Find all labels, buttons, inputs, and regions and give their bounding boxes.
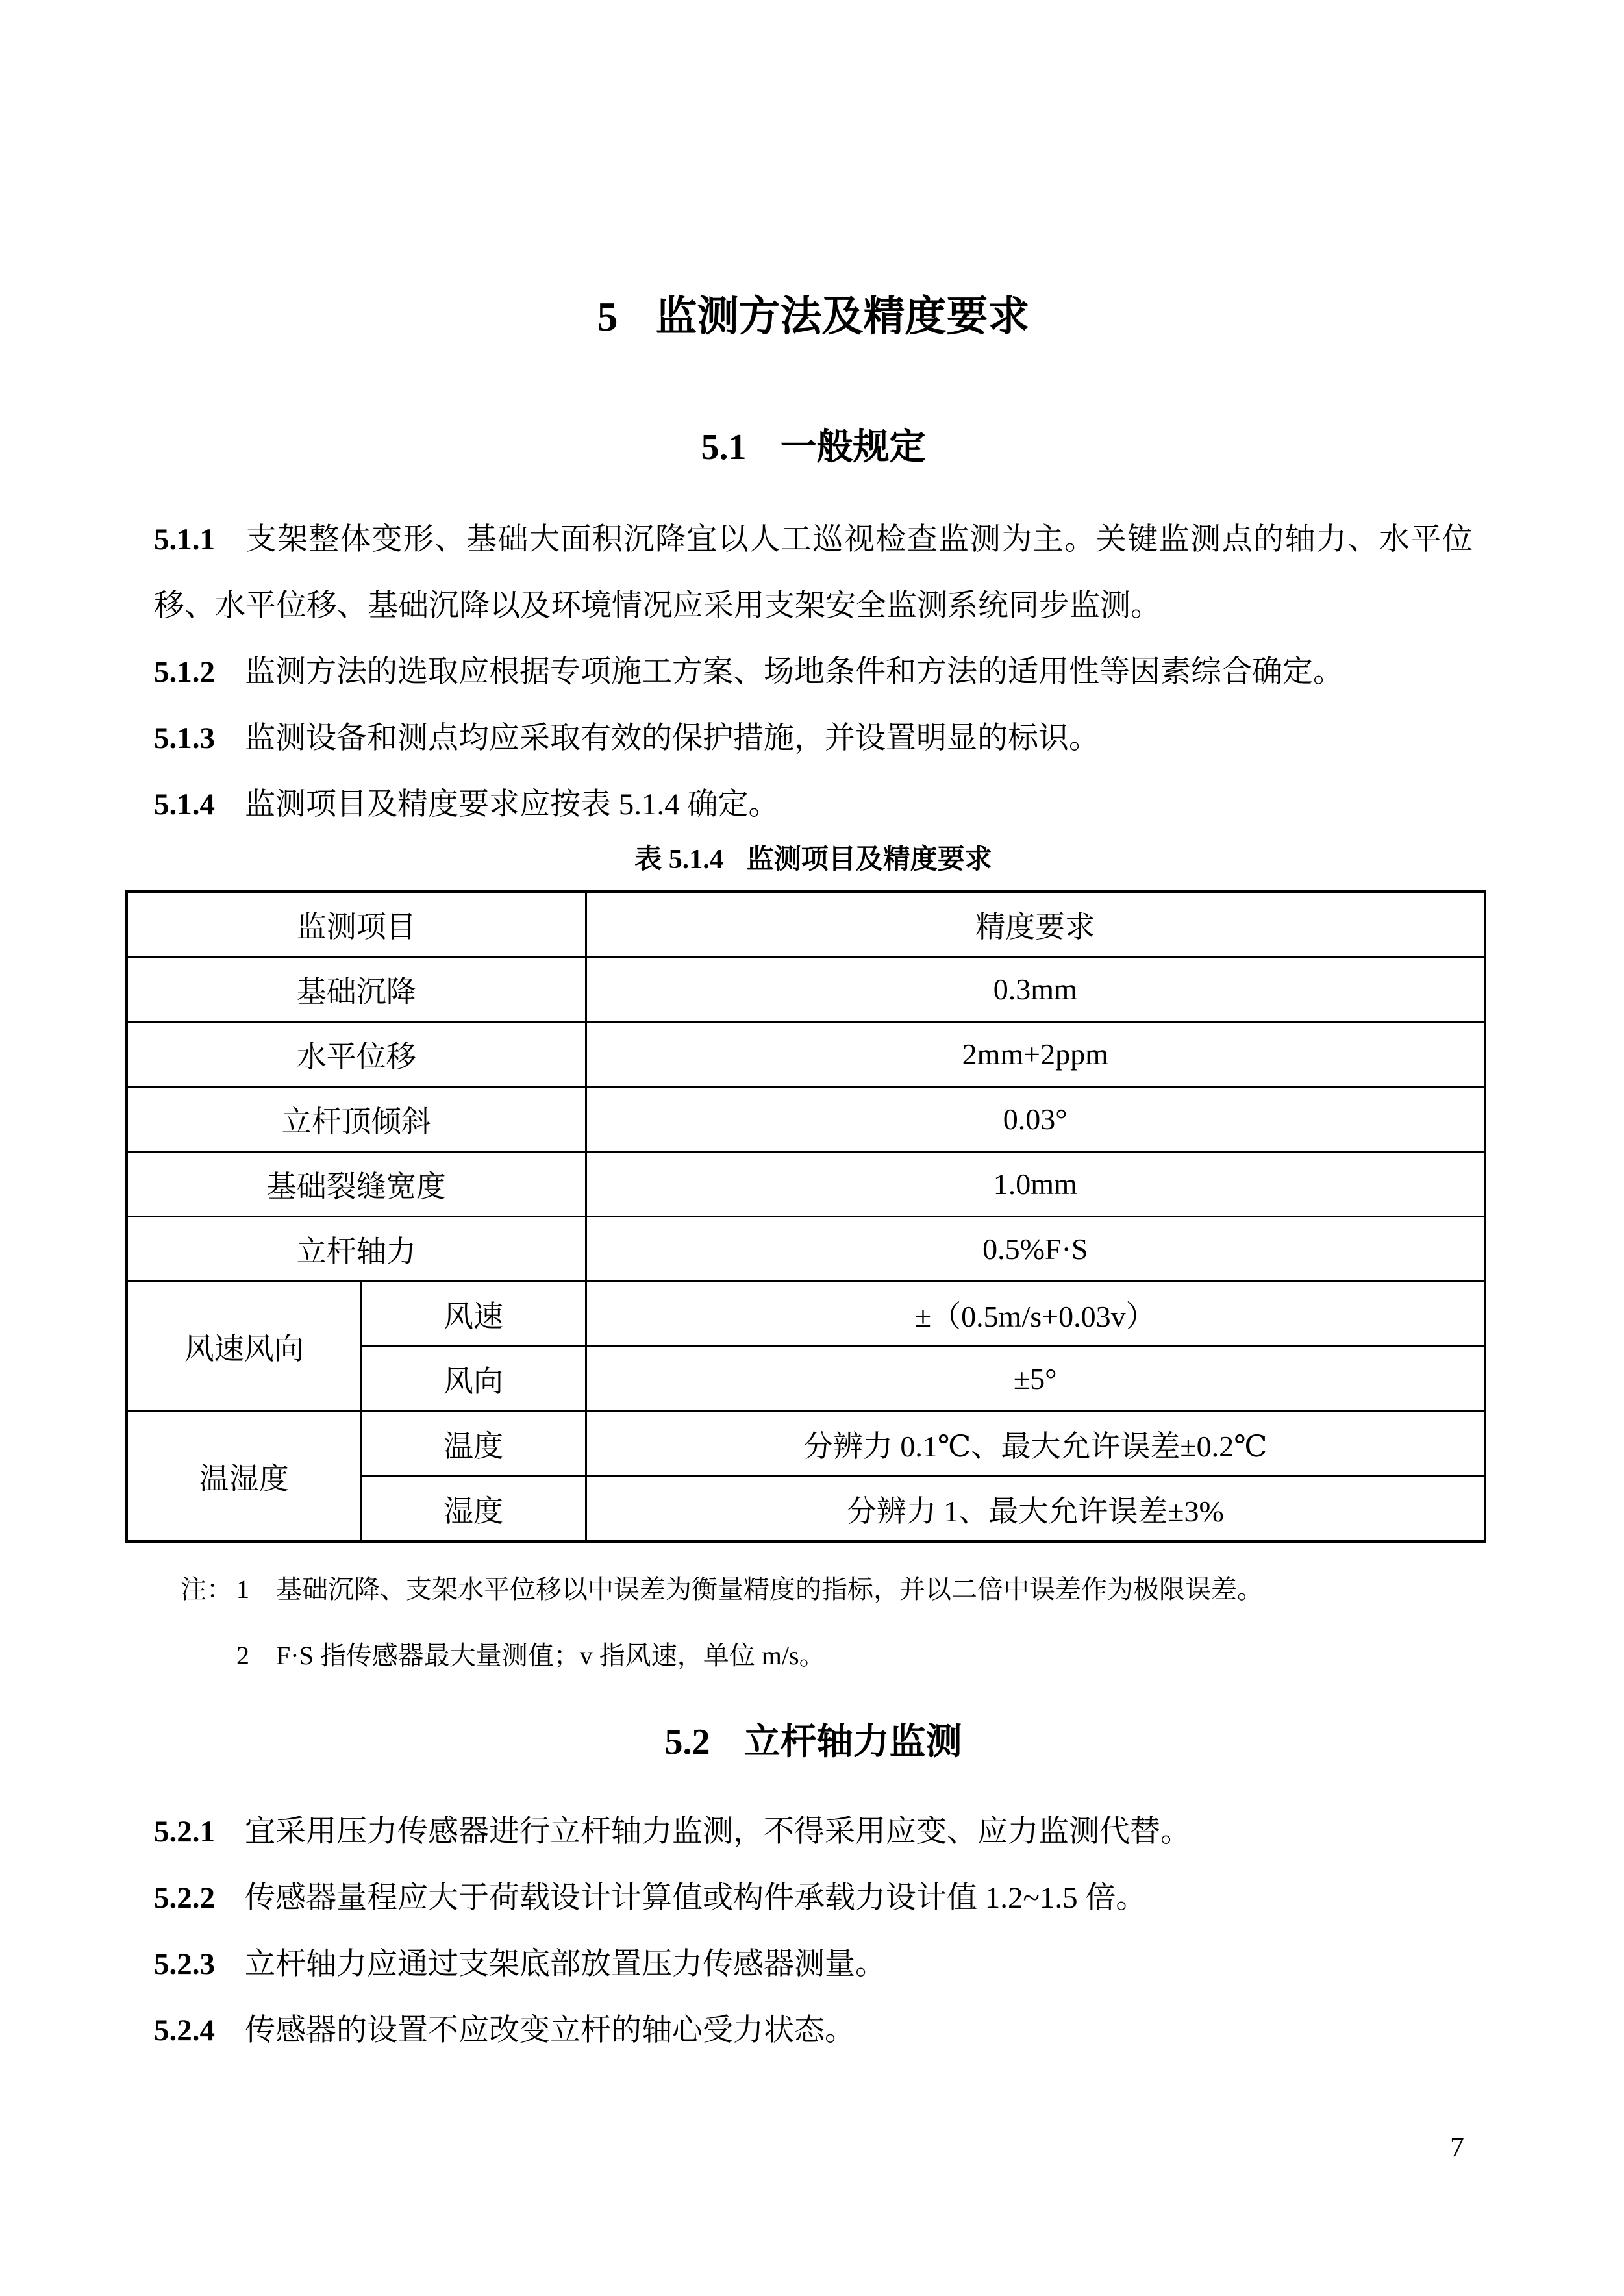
table-cell-req: 0.03° <box>586 1087 1485 1152</box>
clause-number: 5.1.3 <box>154 721 215 755</box>
paragraph-5-1-3 <box>154 705 1473 771</box>
table-note-2 <box>181 1638 1473 1674</box>
table-caption <box>154 843 1473 877</box>
section-5-2-body <box>154 1799 1473 2064</box>
paragraph-5-2-1 <box>154 1799 1473 1865</box>
table-cell-req: 分辨力 0.1℃、最大允许误差±0.2℃ <box>586 1412 1485 1477</box>
paragraph-5-2-4 <box>154 1997 1473 2064</box>
table-cell-group: 风速风向 <box>127 1282 361 1412</box>
paragraph-5-1-2 <box>154 639 1473 705</box>
table-cell-item: 立杆顶倾斜 <box>127 1087 586 1152</box>
table-header-row <box>127 892 1485 957</box>
clause-text: 监测方法的选取应根据专项施工方案、场地条件和方法的适用性等因素综合确定。 <box>245 655 1343 689</box>
paragraph-5-2-2 <box>154 1865 1473 1931</box>
clause-text: 传感器量程应大于荷载设计计算值或构件承载力设计值 1.2~1.5 倍。 <box>245 1881 1147 1915</box>
table-header-req: 精度要求 <box>586 892 1485 957</box>
table-cell-req: 分辨力 1、最大允许误差±3% <box>586 1477 1485 1542</box>
table-cell-subitem: 温度 <box>361 1412 586 1477</box>
paragraph-5-1-4 <box>154 771 1473 838</box>
paragraph-5-2-3 <box>154 1931 1473 1997</box>
section-title-text: 一般规定 <box>780 427 926 468</box>
table-cell-req: 1.0mm <box>586 1152 1485 1217</box>
table-cell-subitem: 风向 <box>361 1347 586 1412</box>
table-cell-req: 2mm+2ppm <box>586 1022 1485 1087</box>
table-row <box>127 1217 1485 1282</box>
table-row <box>127 1087 1485 1152</box>
table-caption-number: 表 5.1.4 <box>634 845 723 875</box>
table-cell-group: 温湿度 <box>127 1412 361 1542</box>
section-number: 5.2 <box>664 1722 710 1762</box>
page-number: 7 <box>1450 2131 1464 2163</box>
table-cell-req: 0.5%F·S <box>586 1217 1485 1282</box>
note-number: 1 <box>236 1575 249 1604</box>
table-row <box>127 1412 1485 1477</box>
table-row <box>127 1152 1485 1217</box>
table-cell-req: 0.3mm <box>586 957 1485 1022</box>
table-cell-item: 基础沉降 <box>127 957 586 1022</box>
precision-requirements-table <box>125 890 1486 1543</box>
table-notes <box>181 1571 1473 1674</box>
chapter-number: 5 <box>597 293 618 340</box>
clause-text: 立杆轴力应通过支架底部放置压力传感器测量。 <box>245 1947 886 1981</box>
clause-text: 宜采用压力传感器进行立杆轴力监测，不得采用应变、应力监测代替。 <box>245 1815 1191 1849</box>
clause-number: 5.2.1 <box>154 1815 215 1849</box>
clause-text: 支架整体变形、基础大面积沉降宜以人工巡视检查监测为主。关键监测点的轴力、水平位移、水平位移、基础沉降以及环境情况应采用支架安全监测系统同步监测。 <box>154 523 1473 623</box>
table-cell-req: ±（0.5m/s+0.03v） <box>586 1282 1485 1347</box>
table-row <box>127 1282 1485 1347</box>
table-cell-item: 水平位移 <box>127 1022 586 1087</box>
clause-number: 5.1.2 <box>154 655 215 689</box>
paragraph-5-1-1 <box>154 506 1473 639</box>
table-row <box>127 1022 1485 1087</box>
chapter-title <box>154 0 1473 340</box>
note-number: 2 <box>236 1641 249 1670</box>
section-heading-5-1 <box>154 427 1473 468</box>
table-cell-subitem: 湿度 <box>361 1477 586 1542</box>
clause-text: 监测项目及精度要求应按表 5.1.4 确定。 <box>245 788 779 821</box>
note-label: 注： <box>181 1575 232 1604</box>
clause-number: 5.1.4 <box>154 788 215 821</box>
note-text: 基础沉降、支架水平位移以中误差为衡量精度的指标，并以二倍中误差作为极限误差。 <box>276 1575 1263 1604</box>
clause-number: 5.2.2 <box>154 1881 215 1915</box>
table-header-item: 监测项目 <box>127 892 586 957</box>
clause-number: 5.1.1 <box>154 523 215 556</box>
table-cell-subitem: 风速 <box>361 1282 586 1347</box>
section-number: 5.1 <box>701 427 747 468</box>
table-caption-title: 监测项目及精度要求 <box>746 845 992 875</box>
table-row <box>127 957 1485 1022</box>
table-cell-item: 基础裂缝宽度 <box>127 1152 586 1217</box>
clause-text: 传感器的设置不应改变立杆的轴心受力状态。 <box>245 2014 855 2047</box>
clause-number: 5.2.4 <box>154 2014 215 2047</box>
table-cell-req: ±5° <box>586 1347 1485 1412</box>
clause-text: 监测设备和测点均应采取有效的保护措施，并设置明显的标识。 <box>245 721 1099 755</box>
clause-number: 5.2.3 <box>154 1947 215 1981</box>
table-cell-item: 立杆轴力 <box>127 1217 586 1282</box>
section-heading-5-2 <box>154 1722 1473 1762</box>
chapter-title-text: 监测方法及精度要求 <box>655 293 1030 340</box>
section-title-text: 立杆轴力监测 <box>743 1722 962 1762</box>
note-text: F·S 指传感器最大量测值；v 指风速，单位 m/s。 <box>276 1641 825 1670</box>
section-5-1-body <box>154 506 1473 838</box>
table-note-1 <box>181 1571 1473 1608</box>
